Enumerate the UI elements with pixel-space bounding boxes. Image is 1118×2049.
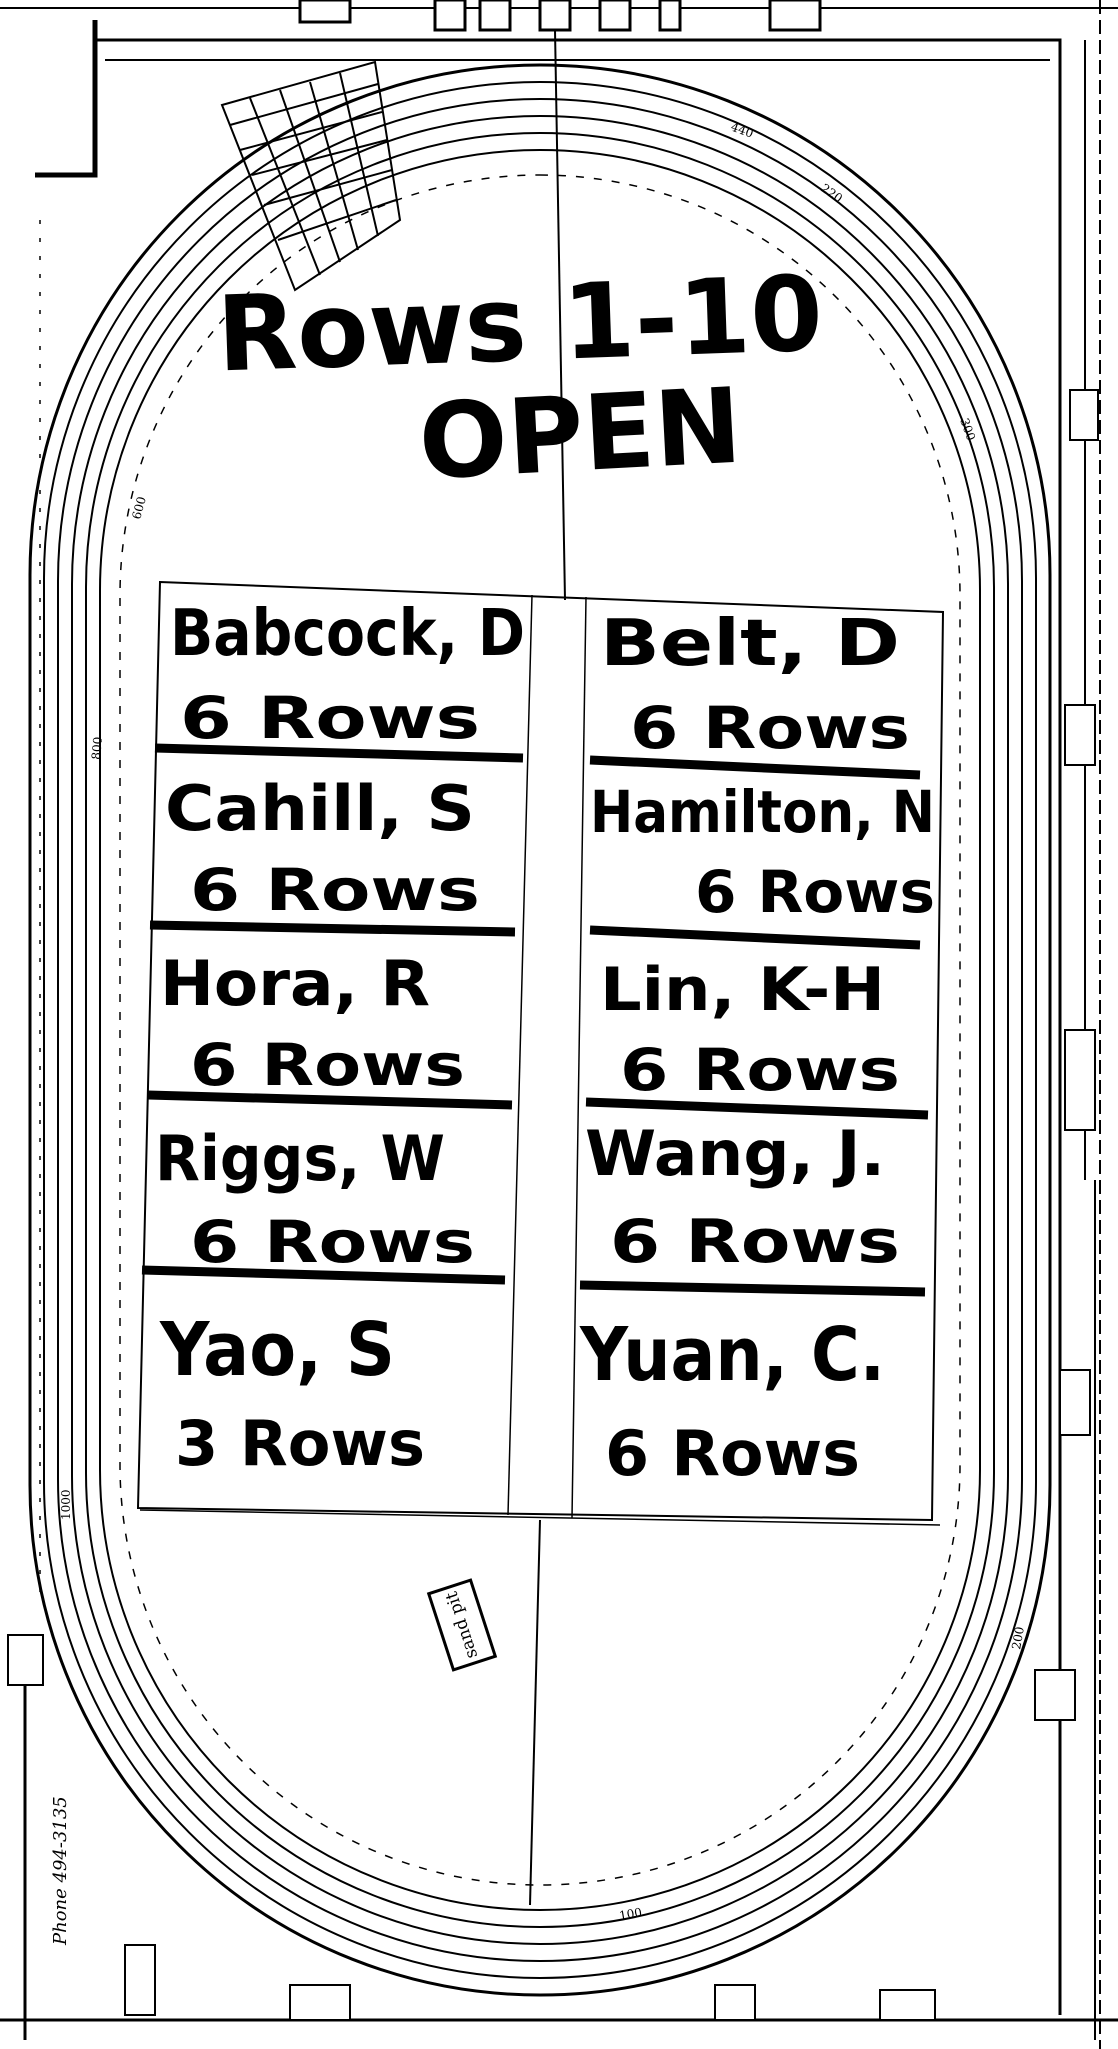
plot-yao bbox=[159, 1307, 425, 1480]
plot-rows: 6 Rows bbox=[605, 1417, 860, 1490]
plot-name: Lin, K-H bbox=[600, 955, 885, 1025]
svg-text:600: 600 bbox=[129, 495, 149, 521]
plot-name: Cahill, S bbox=[165, 772, 475, 845]
plot-name: Hora, R bbox=[160, 947, 430, 1020]
sand-pit bbox=[429, 1580, 496, 1670]
plot-rows: 6 Rows bbox=[630, 694, 910, 762]
plot-riggs bbox=[155, 1122, 475, 1276]
plot-hora bbox=[160, 947, 465, 1099]
plot-rows: 6 Rows bbox=[190, 1208, 475, 1276]
plot-name: Wang, J. bbox=[585, 1117, 885, 1190]
svg-text:sand pit: sand pit bbox=[441, 1588, 483, 1662]
svg-text:440: 440 bbox=[728, 119, 756, 141]
svg-text:1000: 1000 bbox=[59, 1489, 73, 1520]
svg-text:100: 100 bbox=[618, 1905, 644, 1923]
top-structures bbox=[300, 0, 820, 30]
plot-yuan bbox=[579, 1312, 885, 1490]
header-line1: Rows 1-10 bbox=[214, 252, 825, 396]
plot-rows: 6 Rows bbox=[610, 1207, 900, 1277]
plot-name: Yao, S bbox=[159, 1307, 395, 1393]
plot-wang bbox=[585, 1117, 900, 1277]
svg-text:300: 300 bbox=[957, 416, 979, 443]
svg-text:200: 200 bbox=[1009, 1625, 1027, 1651]
plot-name: Belt, D bbox=[600, 607, 900, 681]
plot-rows: 6 Rows bbox=[190, 856, 480, 924]
plot-rows: 3 Rows bbox=[175, 1407, 425, 1480]
plot-lin bbox=[600, 955, 900, 1104]
plot-name: Yuan, C. bbox=[579, 1312, 885, 1398]
plot-rows: 6 Rows bbox=[180, 684, 480, 752]
svg-text:220: 220 bbox=[818, 180, 846, 206]
plot-rows: 6 Rows bbox=[190, 1031, 465, 1099]
plot-babcock bbox=[170, 597, 525, 752]
plot-rows: 6 Rows bbox=[620, 1036, 900, 1104]
phone-label: Phone 494-3135 bbox=[50, 1796, 71, 1945]
svg-text:800: 800 bbox=[89, 736, 105, 761]
plot-name: Babcock, D bbox=[170, 597, 525, 671]
plot-rows: 6 Rows bbox=[695, 858, 935, 926]
plot-name: Hamilton, N bbox=[590, 778, 935, 846]
header-line2: OPEN bbox=[415, 364, 745, 504]
plot-cahill bbox=[165, 772, 480, 924]
plot-hamilton bbox=[590, 778, 935, 926]
plot-name: Riggs, W bbox=[155, 1122, 445, 1195]
plot-belt bbox=[600, 607, 910, 762]
